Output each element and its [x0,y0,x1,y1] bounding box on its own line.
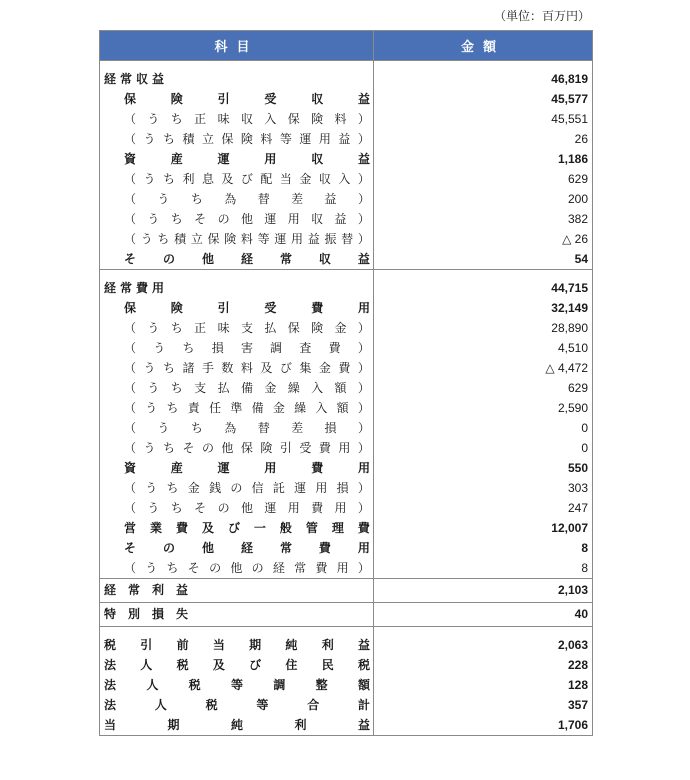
item-label: そ の 他 経 常 収 益 [100,249,374,270]
statement-row [100,418,593,438]
item-label: （ う ち 諸 手 数 料 及 び 集 金 費 ） [100,358,374,378]
item-label: （ う ち そ の 他 運 用 収 益 ） [100,209,374,229]
amount-cell: △ 4,472 [374,358,593,378]
statement-row [100,675,593,695]
extraordinary-loss-row [100,603,593,627]
amount-cell: △ 26 [374,229,593,249]
header-row [100,31,593,61]
amount-cell: 303 [374,478,593,498]
item-label: 経常収益 [100,69,374,89]
amount-cell: 26 [374,129,593,149]
amount-cell: 28,890 [374,318,593,338]
amount-cell: 2,103 [374,579,593,603]
amount-cell: 40 [374,603,593,627]
amount-cell: 2,063 [374,635,593,655]
item-label: 資 産 運 用 収 益 [100,149,374,169]
item-label: そ の 他 経 常 費 用 [100,538,374,558]
amount-cell: 45,551 [374,109,593,129]
ordinary-profit-row [100,579,593,603]
item-label: （ う ち 正 味 収 入 保 険 料 ） [100,109,374,129]
item-label: （ う ち 積 立 保 険 料 等 運 用 益 振 替 ） [100,229,374,249]
item-label: （ う ち そ の 他 保 険 引 受 費 用 ） [100,438,374,458]
item-label: 法 人 税 等 調 整 額 [100,675,374,695]
amount-cell: 54 [374,249,593,270]
amount-cell: 44,715 [374,278,593,298]
statement-row [100,278,593,298]
statement-row [100,69,593,89]
amount-column-header: 金額 [374,31,593,61]
item-label: （ う ち そ の 他 の 経 常 費 用 ） [100,558,374,579]
statement-row [100,635,593,655]
item-label: 経常費用 [100,278,374,298]
item-label: （ う ち 正 味 支 払 保 険 金 ） [100,318,374,338]
amount-cell: 0 [374,418,593,438]
amount-cell: 357 [374,695,593,715]
extraordinary-loss-label: 特別損失 [100,603,374,627]
statement-row [100,438,593,458]
item-label: 営 業 費 及 び 一 般 管 理 費 [100,518,374,538]
item-label: 資 産 運 用 費 用 [100,458,374,478]
statement-row [100,89,593,109]
statement-body [100,61,593,736]
statement-row [100,538,593,558]
item-label: 税 引 前 当 期 純 利 益 [100,635,374,655]
item-label: （ う ち そ の 他 運 用 費 用 ） [100,498,374,518]
statement-row [100,318,593,338]
item-label: （ う ち 積 立 保 険 料 等 運 用 益 ） [100,129,374,149]
statement-row [100,715,593,736]
item-label: 当 期 純 利 益 [100,715,374,736]
amount-cell: 2,590 [374,398,593,418]
amount-cell: 12,007 [374,518,593,538]
spacer-row [100,61,593,70]
item-label: （ う ち 利 息 及 び 配 当 金 収 入 ） [100,169,374,189]
item-label: 保 険 引 受 費 用 [100,298,374,318]
item-label: （ う ち 支 払 備 金 繰 入 額 ） [100,378,374,398]
amount-cell: 200 [374,189,593,209]
amount-cell: 128 [374,675,593,695]
item-label: 保 険 引 受 収 益 [100,89,374,109]
statement-row [100,189,593,209]
statement-row [100,558,593,579]
item-label: （ う ち 損 害 調 査 費 ） [100,338,374,358]
spacer-row [100,627,593,636]
amount-cell: 1,186 [374,149,593,169]
statement-row [100,149,593,169]
item-label: （ う ち 金 銭 の 信 託 運 用 損 ） [100,478,374,498]
statement-row [100,378,593,398]
amount-cell: 8 [374,538,593,558]
unit-label: （単位：百万円） [493,9,590,23]
statement-row [100,478,593,498]
amount-cell: 382 [374,209,593,229]
amount-cell: 45,577 [374,89,593,109]
statement-row [100,458,593,478]
statement-row [100,129,593,149]
amount-cell: 8 [374,558,593,579]
amount-cell: 228 [374,655,593,675]
statement-row [100,298,593,318]
statement-row [100,229,593,249]
statement-row [100,398,593,418]
item-label: 法 人 税 等 合 計 [100,695,374,715]
statement-row [100,518,593,538]
amount-cell: 32,149 [374,298,593,318]
statement-row [100,109,593,129]
amount-cell: 0 [374,438,593,458]
statement-row [100,209,593,229]
statement-row [100,338,593,358]
statement-row [100,695,593,715]
amount-cell: 629 [374,169,593,189]
amount-cell: 1,706 [374,715,593,736]
item-label: （ う ち 為 替 差 益 ） [100,189,374,209]
statement-row [100,169,593,189]
amount-cell: 550 [374,458,593,478]
item-label: （ う ち 為 替 差 損 ） [100,418,374,438]
statement-row [100,358,593,378]
amount-cell: 247 [374,498,593,518]
income-statement-table [99,30,593,736]
amount-cell: 46,819 [374,69,593,89]
spacer-row [100,270,593,279]
amount-cell: 629 [374,378,593,398]
item-label: 法 人 税 及 び 住 民 税 [100,655,374,675]
statement-row [100,498,593,518]
statement-row [100,249,593,270]
item-column-header: 科目 [100,31,374,61]
ordinary-profit-label: 経常利益 [100,579,374,603]
statement-row [100,655,593,675]
amount-cell: 4,510 [374,338,593,358]
item-label: （ う ち 責 任 準 備 金 繰 入 額 ） [100,398,374,418]
